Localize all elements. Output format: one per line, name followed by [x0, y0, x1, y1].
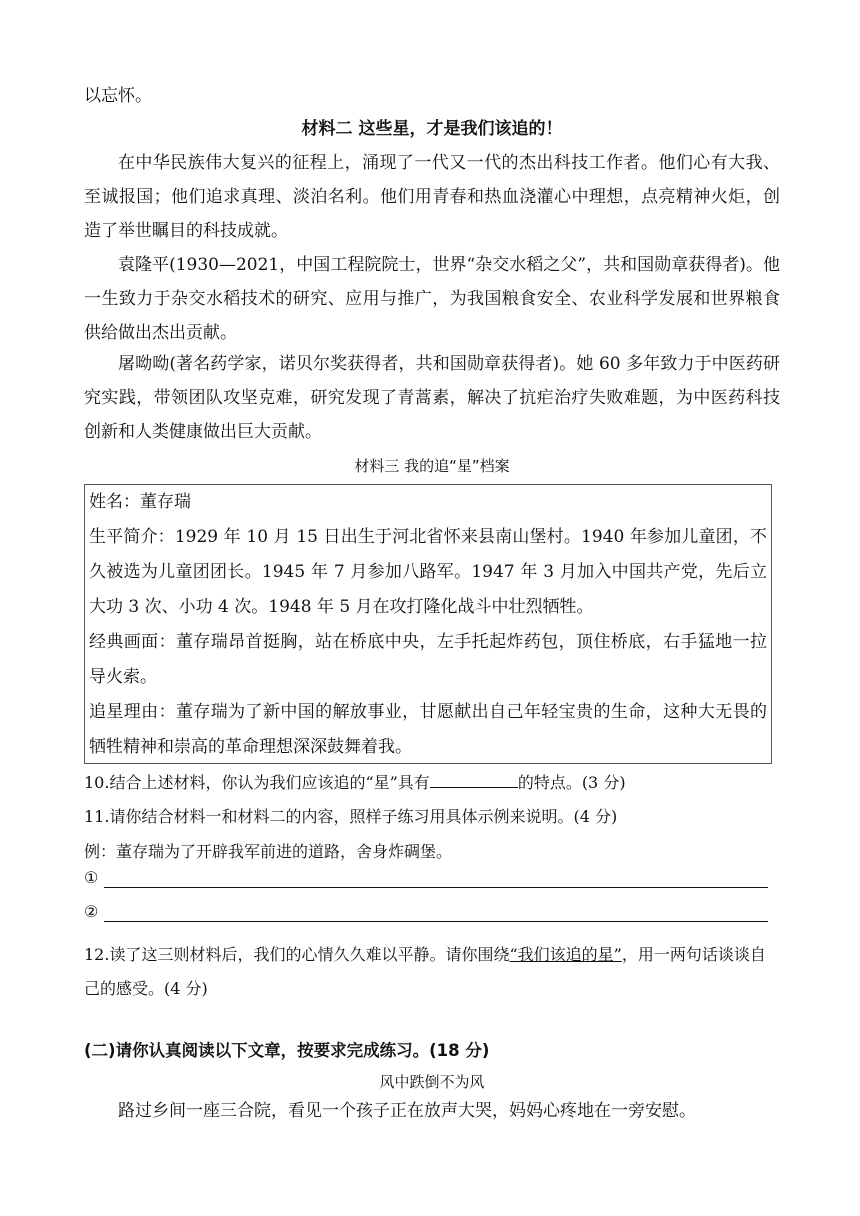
question-12-underlined: “我们该追的星” [509, 945, 622, 964]
profile-reason: 追星理由：董存瑞为了新中国的解放事业，甘愿献出自己年轻宝贵的生命，这种大无畏的牺牲精神和崇高的革命理想深深鼓舞着我。 [89, 702, 767, 757]
question-12 [84, 938, 780, 1006]
section-2-title: (二)请你认真阅读以下文章，按要求完成练习。(18 分) [84, 1041, 490, 1060]
question-10-suffix: 的特点。(3 分) [517, 773, 626, 792]
question-11-example: 例：董存瑞为了开辟我军前进的道路，舍身炸碉堡。 [84, 842, 453, 861]
article-title: 风中跌倒不为风 [379, 1073, 485, 1091]
material2-paragraph-tu-youyou: 屠呦呦(著名药学家，诺贝尔奖获得者，共和国勋章获得者)。她 60 多年致力于中医药研究实践，带领团队攻坚克难，研究发现了青蒿素，解决了抗疟治疗失败难题，为中医药科技创新和人类健康做出巨大贡献。 [84, 354, 780, 442]
material2-title: 材料二 这些星，才是我们该追的！ [301, 119, 563, 139]
material2-paragraph-yuan-longping: 袁隆平(1930—2021，中国工程院院士，世界“杂交水稻之父”，共和国勋章获得者)。他一生致力于杂交水稻技术的研究、应用与推广，为我国粮食安全、农业科学发展和世界粮食供给做出杰出贡献。 [84, 255, 780, 343]
material3-title: 材料三 我的追“星”档案 [354, 457, 510, 475]
question-10 [84, 771, 780, 794]
answer-line-1[interactable] [84, 868, 768, 892]
star-profile-box [84, 484, 772, 764]
profile-classic-scene: 经典画面：董存瑞昂首挺胸，站在桥底中央，左手托起炸药包，顶住桥底，右手猛地一拉导火索。 [89, 632, 767, 687]
profile-bio: 生平简介：1929 年 10 月 15 日出生于河北省怀来县南山堡村。1940 年参加儿童团，不久被选为儿童团团长。1945 年 7 月参加八路军。1947 年 3 月加入中国共产党，先后立大功 3 次、小功 4 次。1948 年 5 月在攻打隆化战斗中壮烈牺牲。 [89, 527, 767, 617]
question-11: 11.请你结合材料一和材料二的内容，照样子练习用具体示例来说明。(4 分) [84, 807, 618, 826]
article-first-line: 路过乡间一座三合院，看见一个孩子正在放声大哭，妈妈心疼地在一旁安慰。 [118, 1101, 696, 1121]
answer-1-number: ① [84, 868, 99, 887]
question-12-part-b: ，用一两句话谈谈自己的感受。(4 分) [84, 945, 766, 998]
answer-2-number: ② [84, 902, 99, 921]
material2-paragraph-1: 在中华民族伟大复兴的征程上，涌现了一代又一代的杰出科技工作者。他们心有大我、至诚报国；他们追求真理、淡泊名利。他们用青春和热血浇灌心中理想，点亮精神火炬，创造了举世瞩目的科技成就。 [84, 153, 780, 241]
question-10-prefix: 10.结合上述材料，你认为我们应该追的“星”具有 [84, 773, 430, 792]
profile-name: 姓名：董存瑞 [89, 492, 191, 512]
question-10-blank[interactable] [430, 771, 518, 788]
top-fragment: 以忘怀。 [84, 86, 152, 106]
answer-line-2[interactable] [84, 902, 768, 926]
answer-2-rule [104, 921, 768, 922]
question-12-part-a: 12.读了这三则材料后，我们的心情久久难以平静。请你围绕 [84, 945, 510, 964]
answer-1-rule [104, 887, 768, 888]
